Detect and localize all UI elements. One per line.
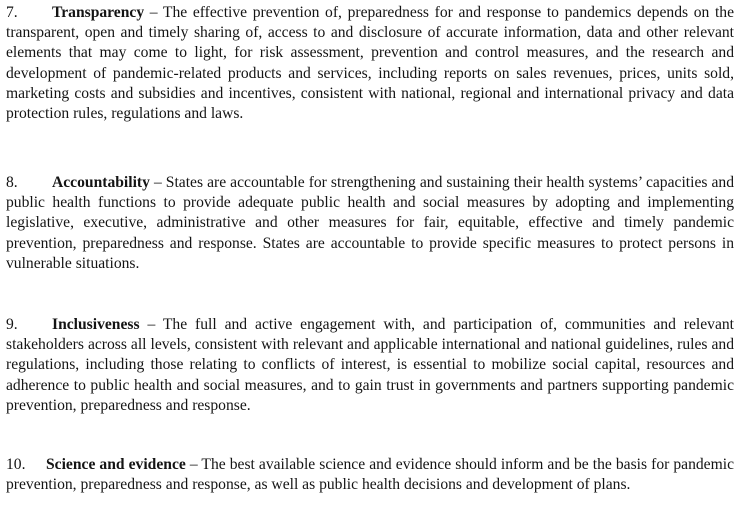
paragraph-text: – The full and active engagement with, and participation of, communities and relevant stakeholders across all levels, consistent with relevant and applicable international and national guidelines, rules and regulations, including those relating to conflicts of interest, is essential to mobilize social capital, resources and adherence to public health and social measures, and to gain trust in governments and partners supporting pandemic prevention, preparedness and response. xyxy=(6,316,734,414)
paragraph-text: – The best available science and evidence should inform and be the basis for pandemic prevention, preparedness and response, as well as public health decisions and development of plans. xyxy=(6,456,734,494)
paragraph-science-and-evidence xyxy=(6,455,734,495)
paragraph-term: Accountability xyxy=(52,174,150,191)
paragraph-term: Transparency xyxy=(52,4,145,21)
paragraph-number: 10. xyxy=(6,456,26,473)
paragraph-text: – States are accountable for strengthening and sustaining their health systems’ capacities and public health functions to provide adequate public health and social measures by adopting and implementing legislative, executive, administrative and other measures for fair, equitable, effective and timely pandemic prevention, preparedness and response. States are accountable to provide specific measures to protect persons in vulnerable situations. xyxy=(6,174,734,272)
paragraph-number: 8. xyxy=(6,174,18,191)
paragraph-number: 7. xyxy=(6,4,18,21)
paragraph-term: Science and evidence xyxy=(46,456,186,473)
paragraph-transparency xyxy=(6,3,734,124)
paragraph-accountability xyxy=(6,173,734,274)
paragraph-term: Inclusiveness xyxy=(52,316,140,333)
paragraph-number: 9. xyxy=(6,316,18,333)
paragraph-inclusiveness xyxy=(6,315,734,416)
paragraph-text: – The effective prevention of, preparedness for and response to pandemics depends on the transparent, open and timely sharing of, access to and disclosure of accurate information, data and other relevant elements that may come to light, for risk assessment, prevention and control measures, and the research and development of pandemic-related products and services, including reports on sales revenues, prices, units sold, marketing costs and subsidies and incentives, consistent with national, regional and international privacy and data protection rules, regulations and laws. xyxy=(6,4,734,123)
